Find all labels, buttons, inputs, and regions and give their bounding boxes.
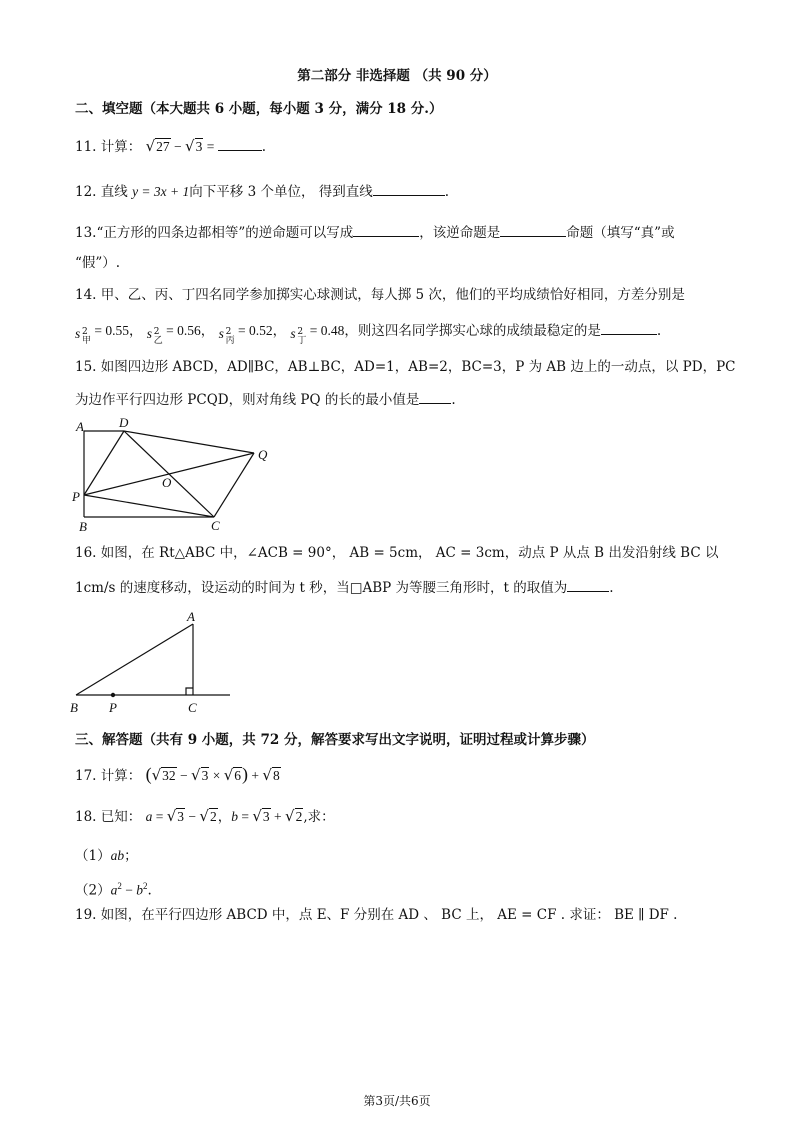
question-11 <box>75 136 266 157</box>
label-b: B <box>70 700 78 715</box>
q16-figure <box>66 608 236 716</box>
part-2-a: a <box>110 882 118 898</box>
q17-radicand-32: 32 <box>162 768 176 783</box>
var-a: a <box>145 809 153 824</box>
part-1-label: （1） <box>75 848 111 864</box>
part-2-label: （2） <box>75 882 111 899</box>
question-14-line-2 <box>75 320 662 346</box>
part-2-end: . <box>147 882 152 899</box>
q15-end: . <box>451 392 456 408</box>
separator: ， <box>217 809 232 825</box>
q11-equals: = <box>203 139 218 154</box>
exponent: 2 <box>117 881 122 891</box>
part-2-b: b <box>136 882 143 898</box>
answer-blank[interactable] <box>500 222 566 237</box>
q17-radicand-3: 3 <box>201 768 209 783</box>
q12-label: 12. 直线 <box>75 184 128 200</box>
label-p: P <box>109 700 117 715</box>
label-c: C <box>211 518 220 533</box>
question-16-line-1: 16. 如图，在 Rt△ABC 中，∠ACB = 90°， AB = 5cm， AC = 3cm，动点 P 从点 B 出发沿射线 BC 以 <box>75 545 719 561</box>
sqrt-icon: √ <box>262 766 272 784</box>
q18-label: 18. 已知： <box>75 809 142 825</box>
label-b: B <box>79 519 87 534</box>
question-16-line-2 <box>75 577 614 598</box>
part-2-minus: − <box>121 882 137 898</box>
sqrt-icon: √ <box>191 766 201 784</box>
label-d: D <box>119 415 129 430</box>
q12-text: 向下平移 3 个单位， 得到直线 <box>189 184 373 200</box>
radicand-3: 3 <box>177 809 184 824</box>
q14-tail: 则这四名同学掷实心球的成绩最稳定的是 <box>357 323 601 339</box>
sqrt-icon: √ <box>252 807 262 825</box>
q11-radicand-b: 3 <box>195 139 203 154</box>
label-q: Q <box>258 447 268 462</box>
label-a: A <box>76 419 84 434</box>
q16-text: 1cm/s 的速度移动，设运动的时间为 t 秒，当□ABP 为等腰三角形时，t 的取值为 <box>75 580 568 596</box>
q13-text-a: 13.“正方形的四条边都相等”的逆命题可以写成 <box>75 225 354 241</box>
radicand-3: 3 <box>262 809 270 824</box>
part-title: 第二部分 非选择题 （共 90 分） <box>297 68 497 84</box>
question-12 <box>75 181 449 202</box>
answer-blank[interactable] <box>419 389 451 404</box>
label-c: C <box>188 700 197 715</box>
q17-label: 17. 计算： <box>75 768 142 784</box>
q13-text-c: 命题（填写“真”或 <box>566 225 675 241</box>
sqrt-icon: √ <box>145 137 156 155</box>
close-paren: ) <box>242 764 248 784</box>
question-13-line-2: “假”）. <box>75 255 121 271</box>
sqrt-icon: √ <box>285 807 295 825</box>
label-o: O <box>162 475 172 490</box>
open-paren: ( <box>145 764 152 784</box>
question-19: 19. 如图，在平行四边形 ABCD 中，点 E、F 分别在 AD 、 BC 上， AE = CF . 求证： BE ∥ DF . <box>75 907 678 923</box>
minus: − <box>185 809 200 824</box>
sqrt-icon: √ <box>223 766 234 784</box>
q17-minus: − <box>176 768 191 783</box>
plus: + <box>270 809 285 824</box>
variance-ding-value: = 0.48， <box>306 323 358 338</box>
answer-blank[interactable] <box>373 181 445 196</box>
q14-end: . <box>656 323 662 339</box>
q11-radicand-a: 27 <box>156 139 170 154</box>
answer-blank[interactable] <box>353 222 419 237</box>
q17-times: × <box>209 768 224 783</box>
answer-blank[interactable] <box>567 577 609 592</box>
label-a: A <box>187 609 195 624</box>
q16-end: . <box>609 580 614 596</box>
segment-ba <box>76 624 193 695</box>
page-footer: 第3页/共6页 <box>363 1094 431 1108</box>
variance-bing-value: = 0.52， <box>234 323 287 338</box>
question-13-line-1 <box>75 222 675 243</box>
question-18-part-1 <box>75 846 138 866</box>
q15-figure <box>70 413 280 535</box>
exponent: 2 <box>142 881 148 891</box>
q11-end: . <box>261 139 266 155</box>
var-b: b <box>231 809 238 824</box>
section-2-heading: 二、填空题（本大题共 6 小题，每小题 3 分，满分 18 分.） <box>75 101 443 117</box>
sqrt-icon: √ <box>151 766 162 784</box>
variance-jia-value: = 0.55， <box>91 323 143 338</box>
part-1-end: ； <box>124 848 138 864</box>
question-15-line-2 <box>75 389 456 410</box>
variance-yi: s 2 乙 <box>146 325 163 346</box>
equals: = <box>152 809 167 824</box>
point-p <box>111 693 115 697</box>
question-14-line-1: 14. 甲、乙、丙、丁四名同学参加掷实心球测试，每人掷 5 次，他们的平均成绩恰好相同，方差分别是 <box>75 287 685 303</box>
variance-ding: s 2 丁 <box>290 325 307 346</box>
q15-text: 为边作平行四边形 PCQD，则对角线 PQ 的长的最小值是 <box>75 392 420 408</box>
sqrt-icon: √ <box>185 137 195 155</box>
variance-jia: s 2 甲 <box>75 325 92 346</box>
equals: = <box>237 809 253 824</box>
variance-yi-value: = 0.56， <box>162 323 215 338</box>
label-p: P <box>72 489 80 504</box>
segment-cq <box>214 453 254 517</box>
segment-pd <box>84 431 124 495</box>
question-18-part-2 <box>75 876 152 901</box>
q11-label: 11. 计算： <box>75 139 142 155</box>
q12-equation: y = 3x + 1 <box>132 184 190 199</box>
q11-minus: − <box>170 139 185 154</box>
answer-blank[interactable] <box>601 320 657 335</box>
sqrt-icon: √ <box>166 807 177 825</box>
q17-radicand-6: 6 <box>234 768 241 783</box>
variance-bing: s 2 丙 <box>218 325 235 346</box>
part-1-expr: ab <box>110 848 125 863</box>
section-3-heading: 三、解答题（共有 9 小题，共 72 分，解答要求写出文字说明，证明过程或计算步骤） <box>75 732 595 748</box>
q18-tail: ,求： <box>303 809 335 825</box>
q17-radicand-8: 8 <box>272 768 280 783</box>
q17-plus: + <box>248 768 263 783</box>
question-17 <box>75 764 281 786</box>
radicand-2: 2 <box>209 809 217 824</box>
q12-end: . <box>444 184 450 200</box>
radicand-2: 2 <box>295 809 303 824</box>
right-angle-mark <box>186 688 193 695</box>
q13-text-b: ，该逆命题是 <box>419 225 501 241</box>
question-15-line-1: 15. 如图四边形 ABCD，AD∥BC，AB⊥BC，AD=1，AB=2，BC=3，P 为 AB 边上的一动点，以 PD，PC <box>75 359 736 375</box>
sqrt-icon: √ <box>199 807 209 825</box>
answer-blank[interactable] <box>218 136 262 151</box>
question-18 <box>75 806 335 827</box>
